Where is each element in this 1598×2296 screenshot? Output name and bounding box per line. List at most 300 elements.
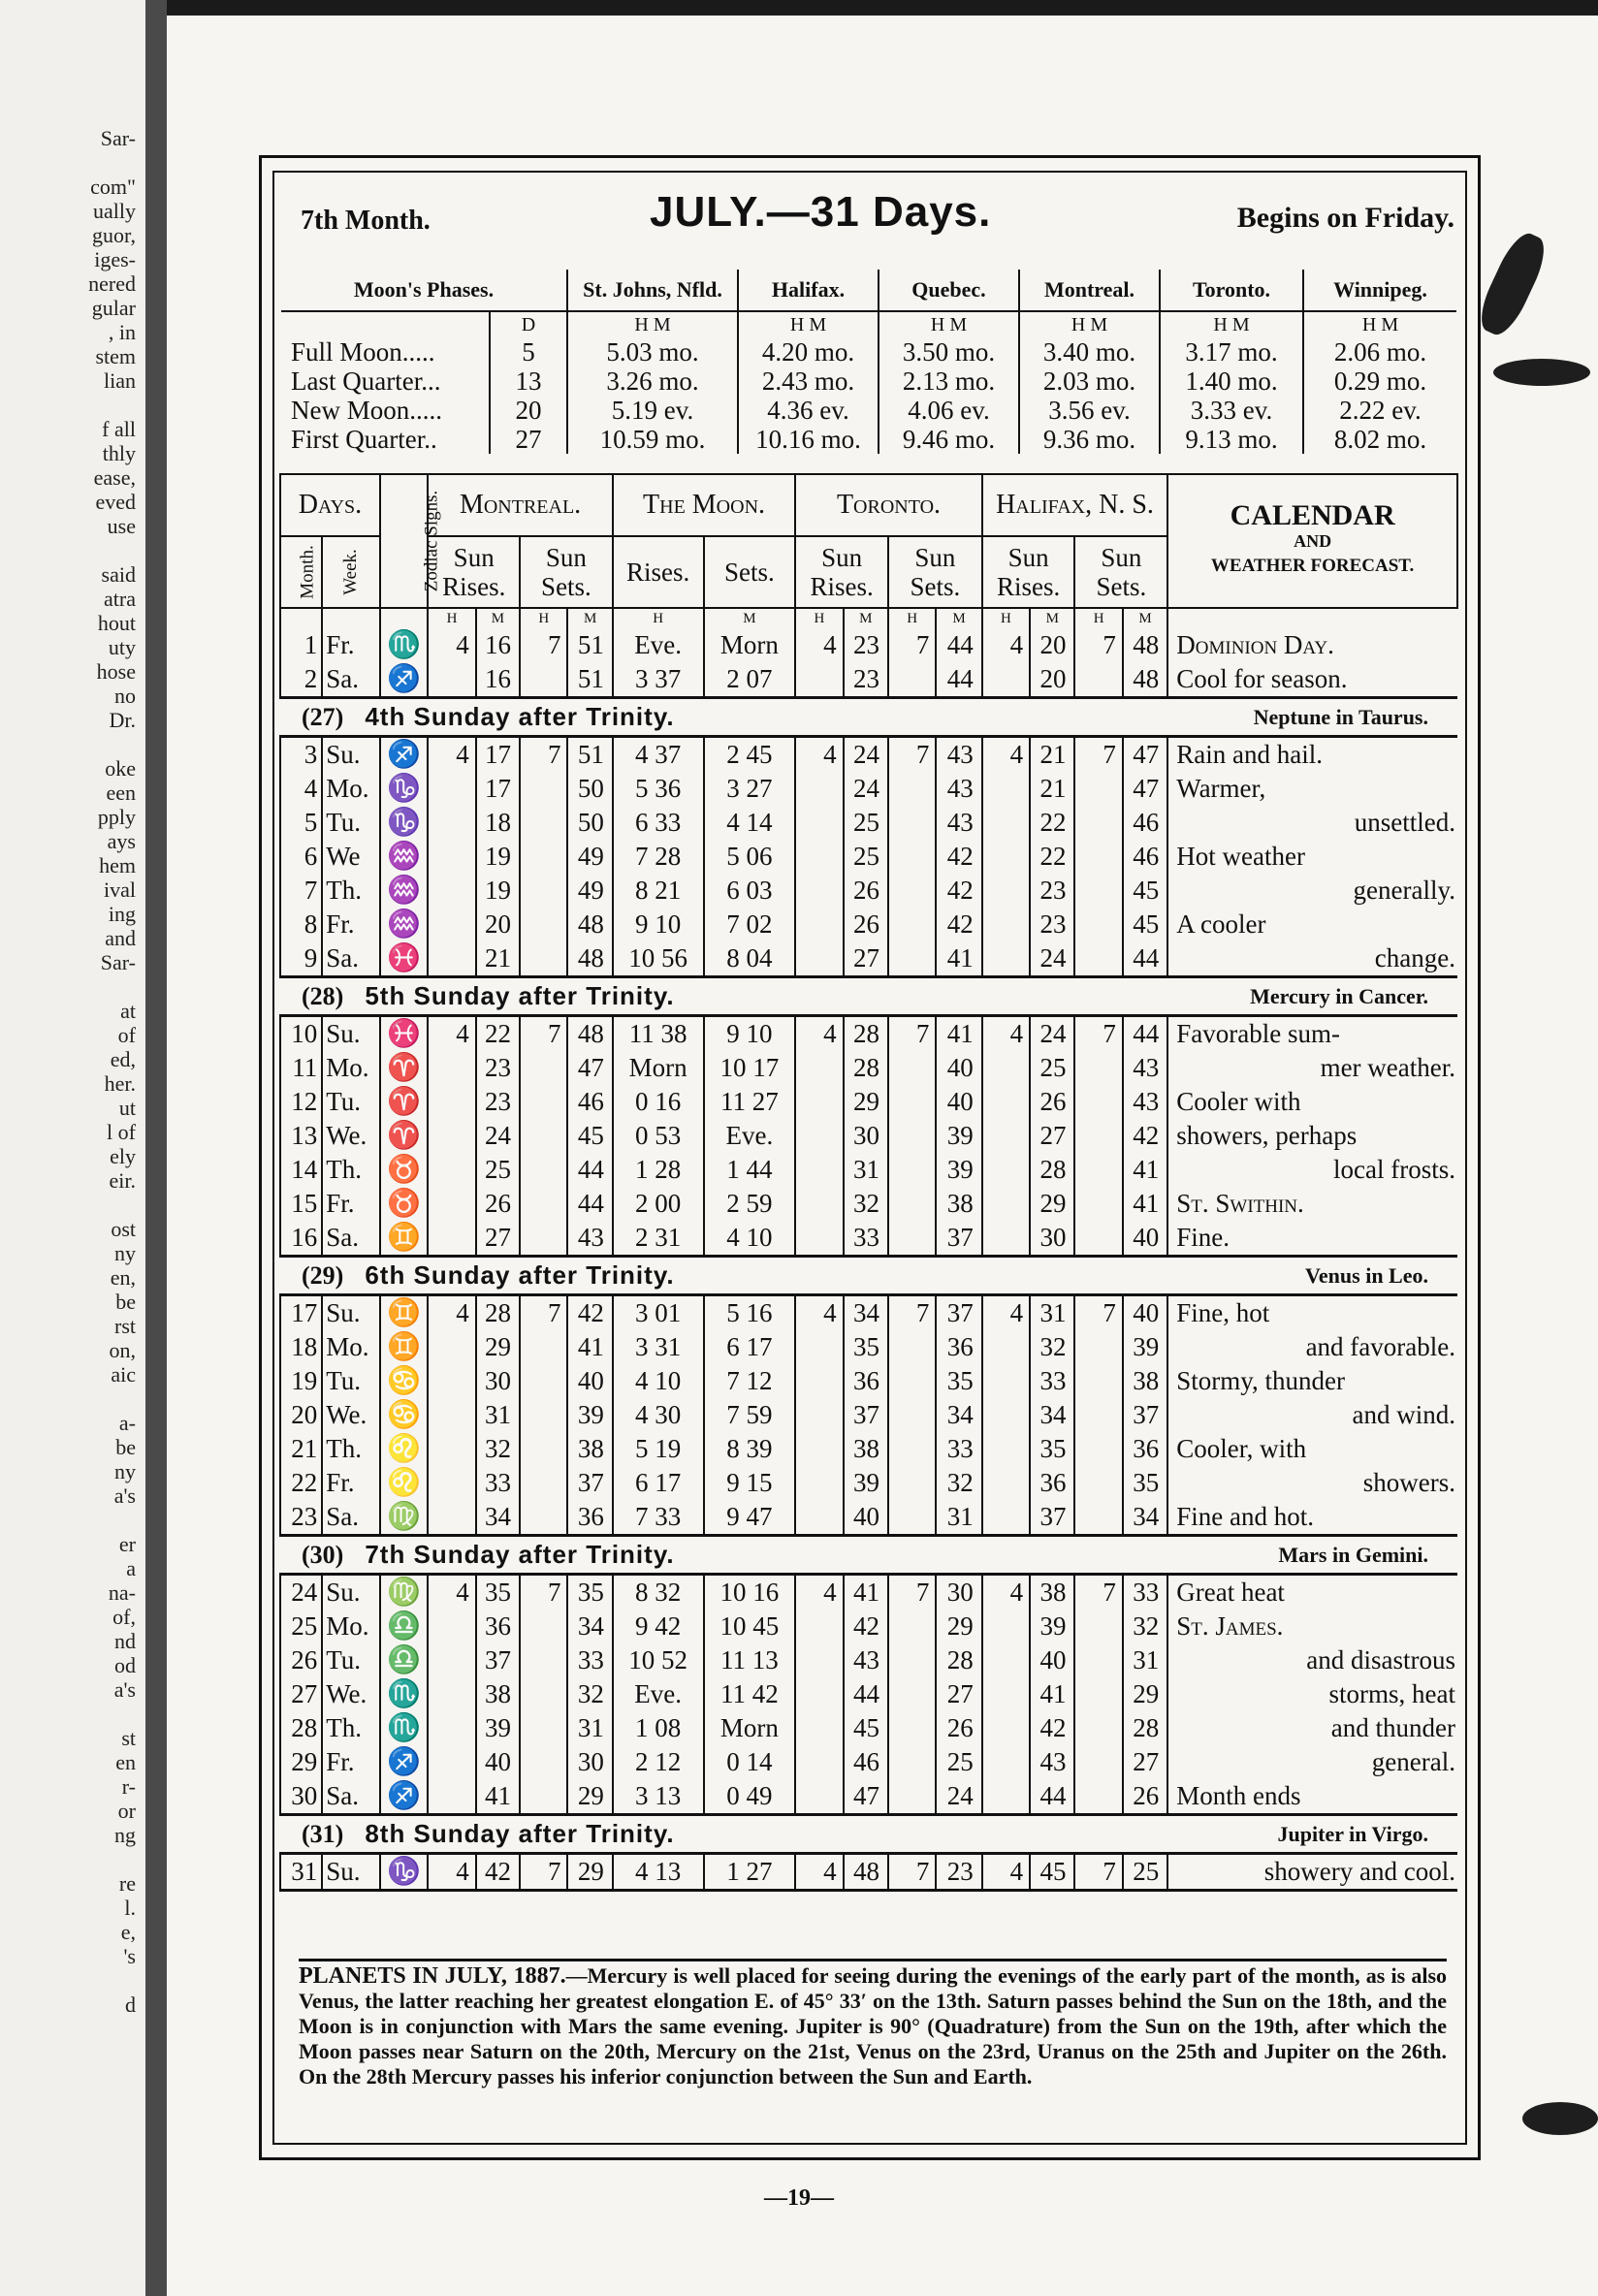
halifax-sunrise-hour bbox=[982, 1500, 1030, 1536]
halifax-sunrise-minute: 21 bbox=[1030, 737, 1074, 773]
moon-rises: 4 30 bbox=[613, 1398, 704, 1432]
phase-time: 4.06 ev. bbox=[879, 396, 1019, 425]
halifax-sunrise-minute: 20 bbox=[1030, 628, 1074, 662]
moon-rises: Morn bbox=[613, 1051, 704, 1085]
halifax-sunset-hour: 7 bbox=[1074, 1854, 1122, 1891]
zodiac-sign: ♑ bbox=[380, 1854, 428, 1891]
toronto-sunrise-minute: 33 bbox=[844, 1221, 888, 1257]
montreal-sunset-minute: 42 bbox=[567, 1295, 612, 1331]
montreal-sunrise-minute: 19 bbox=[476, 874, 520, 908]
halifax-sunset-minute: 44 bbox=[1123, 941, 1167, 977]
day-of-month: 8 bbox=[280, 908, 322, 941]
montreal-sunrise-hour bbox=[428, 1364, 475, 1398]
margin-fragment: guor, bbox=[92, 223, 136, 247]
margin-fragment: com" bbox=[90, 175, 136, 199]
planet-position: Mercury in Cancer. bbox=[982, 977, 1457, 1016]
zodiac-sign: ♏ bbox=[380, 628, 428, 662]
margin-fragment: f all bbox=[102, 417, 136, 441]
margin-fragment bbox=[19, 1847, 136, 1871]
unit-label: M bbox=[476, 608, 520, 628]
montreal-sunset-hour bbox=[520, 1610, 567, 1643]
halifax-sunset-hour bbox=[1074, 1610, 1122, 1643]
calendar-day-row bbox=[280, 1779, 1457, 1815]
weather-forecast: Cool for season. bbox=[1167, 662, 1457, 698]
margin-fragment: en bbox=[115, 1750, 136, 1774]
moon-header: The Moon. bbox=[613, 474, 795, 536]
unit-label: M bbox=[1030, 608, 1074, 628]
unit-spacer bbox=[1167, 608, 1457, 628]
toronto-sunrise-minute: 23 bbox=[844, 628, 888, 662]
halifax-sunrise-hour bbox=[982, 1153, 1030, 1187]
toronto-sunset-hour bbox=[888, 941, 936, 977]
phase-time: 9.13 mo. bbox=[1160, 425, 1303, 454]
phase-time: 4.20 mo. bbox=[738, 337, 879, 367]
toronto-sunset-minute: 36 bbox=[936, 1330, 981, 1364]
halifax-sunset-hour bbox=[1074, 662, 1122, 698]
montreal-sunrise-hour bbox=[428, 1500, 475, 1536]
day-of-month: 28 bbox=[280, 1711, 322, 1745]
phase-day: 13 bbox=[490, 367, 567, 396]
phase-name: First Quarter.. bbox=[291, 425, 437, 454]
phase-time: 3.33 ev. bbox=[1160, 396, 1303, 425]
weather-forecast: Cooler with bbox=[1167, 1085, 1457, 1119]
montreal-sunset-minute: 35 bbox=[567, 1575, 612, 1610]
halifax-sunrise-minute: 44 bbox=[1030, 1779, 1074, 1815]
montreal-sunset-minute: 30 bbox=[567, 1745, 612, 1779]
toronto-sunset-minute: 27 bbox=[936, 1677, 981, 1711]
halifax-sunset-hour: 7 bbox=[1074, 737, 1122, 773]
halifax-sunset-minute: 47 bbox=[1123, 772, 1167, 806]
margin-fragment: er bbox=[118, 1532, 136, 1556]
phase-day: 27 bbox=[490, 425, 567, 454]
moon-sets: 8 39 bbox=[704, 1432, 796, 1466]
calendar-table bbox=[279, 473, 1458, 1892]
margin-fragment bbox=[19, 1193, 136, 1217]
zodiac-sign: ♊ bbox=[380, 1295, 428, 1331]
weather-forecast: showers. bbox=[1167, 1466, 1457, 1500]
montreal-sunset-minute: 48 bbox=[567, 1016, 612, 1052]
calendar-day-row bbox=[280, 1854, 1457, 1891]
weather-forecast: Warmer, bbox=[1167, 772, 1457, 806]
montreal-sunset-hour bbox=[520, 908, 567, 941]
calendar-day-row bbox=[280, 1398, 1457, 1432]
day-of-week: We. bbox=[322, 1677, 380, 1711]
sunday-title bbox=[280, 1536, 982, 1575]
margin-fragment: a bbox=[126, 1556, 136, 1580]
day-of-month: 5 bbox=[280, 806, 322, 840]
halifax-sunrise-hour bbox=[982, 1119, 1030, 1153]
toronto-sunset-minute: 43 bbox=[936, 737, 981, 773]
montreal-sunrise-minute: 17 bbox=[476, 737, 520, 773]
calendar-day-row bbox=[280, 737, 1457, 773]
margin-fragment: said bbox=[101, 562, 136, 587]
month-title: JULY.—31 Days. bbox=[650, 188, 992, 236]
halifax-sunrise-hour bbox=[982, 1466, 1030, 1500]
margin-fragment: ival bbox=[104, 877, 136, 902]
montreal-sunrise-hour bbox=[428, 1330, 475, 1364]
city-header-toronto: Toronto. bbox=[1160, 270, 1303, 311]
halifax-header: Halifax, N. S. bbox=[982, 474, 1168, 536]
weather-forecast: A cooler bbox=[1167, 908, 1457, 941]
margin-fragment: atra bbox=[104, 587, 136, 611]
unit-label: M bbox=[567, 608, 612, 628]
phase-time: 2.03 mo. bbox=[1019, 367, 1160, 396]
halifax-sunrise-minute: 38 bbox=[1030, 1575, 1074, 1610]
day-of-week: Mo. bbox=[322, 1330, 380, 1364]
toronto-sunrise-minute: 23 bbox=[844, 662, 888, 698]
calendar-day-row bbox=[280, 1364, 1457, 1398]
toronto-sunrise-minute: 36 bbox=[844, 1364, 888, 1398]
toronto-sunrise-hour bbox=[795, 1677, 843, 1711]
toronto-sunset-minute: 35 bbox=[936, 1364, 981, 1398]
margin-fragment: Dr. bbox=[109, 708, 136, 732]
toronto-sunrise-minute: 42 bbox=[844, 1610, 888, 1643]
phase-time: 3.17 mo. bbox=[1160, 337, 1303, 367]
day-of-week: Tu. bbox=[322, 806, 380, 840]
moon-sets: 3 27 bbox=[704, 772, 796, 806]
halifax-sunset-hour bbox=[1074, 772, 1122, 806]
margin-fragment: rst bbox=[114, 1314, 136, 1338]
unit-spacer bbox=[280, 608, 322, 628]
day-of-week: We bbox=[322, 840, 380, 874]
margin-fragment: pply bbox=[97, 805, 136, 829]
montreal-sunset-hour bbox=[520, 1779, 567, 1815]
zodiac-sign: ♍ bbox=[380, 1500, 428, 1536]
halifax-sunrise-minute: 30 bbox=[1030, 1221, 1074, 1257]
montreal-sunset-hour bbox=[520, 1364, 567, 1398]
toronto-sunset-hour bbox=[888, 908, 936, 941]
toronto-sunset-minute: 39 bbox=[936, 1153, 981, 1187]
halifax-sunrise-hour: 4 bbox=[982, 1854, 1030, 1891]
weather-forecast: Great heat bbox=[1167, 1575, 1457, 1610]
unit-label bbox=[281, 311, 490, 337]
halifax-sunrise-hour bbox=[982, 941, 1030, 977]
margin-fragment: hose bbox=[96, 659, 136, 684]
toronto-sunrise-hour bbox=[795, 1153, 843, 1187]
montreal-sunrise-hour bbox=[428, 1643, 475, 1677]
montreal-sunset-hour: 7 bbox=[520, 1295, 567, 1331]
margin-fragment: nd bbox=[114, 1629, 136, 1653]
montreal-sunset-minute: 40 bbox=[567, 1364, 612, 1398]
ink-smear bbox=[1493, 359, 1590, 386]
unit-label: H M bbox=[738, 311, 879, 337]
montreal-sunset-minute: 47 bbox=[567, 1051, 612, 1085]
halifax-sunrise-hour bbox=[982, 874, 1030, 908]
montreal-sunrise-minute: 31 bbox=[476, 1398, 520, 1432]
day-of-week: Sa. bbox=[322, 1221, 380, 1257]
moon-sets: 10 17 bbox=[704, 1051, 796, 1085]
toronto-sunrise-hour bbox=[795, 1500, 843, 1536]
toronto-sunrise-minute: 32 bbox=[844, 1187, 888, 1221]
toronto-sunrise-minute: 48 bbox=[844, 1854, 888, 1891]
moon-rises: 11 38 bbox=[613, 1016, 704, 1052]
weather-forecast: storms, heat bbox=[1167, 1677, 1457, 1711]
calendar-day-row bbox=[280, 1677, 1457, 1711]
halifax-sunrise-hour bbox=[982, 1779, 1030, 1815]
montreal-sunrise-hour bbox=[428, 1119, 475, 1153]
weather-forecast: Fine, hot bbox=[1167, 1295, 1457, 1331]
toronto-sunset-hour bbox=[888, 1364, 936, 1398]
moon-phases-header: Moon's Phases. bbox=[281, 270, 567, 311]
calendar-day-row bbox=[280, 1153, 1457, 1187]
moon-sets: 0 49 bbox=[704, 1779, 796, 1815]
montreal-sunrise-minute: 36 bbox=[476, 1610, 520, 1643]
day-of-week: Fr. bbox=[322, 1187, 380, 1221]
montreal-sunset-minute: 44 bbox=[567, 1153, 612, 1187]
montreal-sunrise-minute: 23 bbox=[476, 1085, 520, 1119]
halifax-sunrise-hour bbox=[982, 1330, 1030, 1364]
halifax-sunrise-minute: 37 bbox=[1030, 1500, 1074, 1536]
halifax-sunrise-minute: 41 bbox=[1030, 1677, 1074, 1711]
toronto-sunrise-hour bbox=[795, 662, 843, 698]
days-header: Days. bbox=[280, 474, 380, 536]
moon-rises: 5 36 bbox=[613, 772, 704, 806]
planet-position: Neptune in Taurus. bbox=[982, 698, 1457, 737]
day-of-week: Sa. bbox=[322, 941, 380, 977]
halifax-sunrise-hour bbox=[982, 806, 1030, 840]
margin-fragment: iges- bbox=[94, 247, 136, 271]
toronto-sunrise-hour bbox=[795, 772, 843, 806]
toronto-sunrise-minute: 29 bbox=[844, 1085, 888, 1119]
calendar-day-row bbox=[280, 1575, 1457, 1610]
halifax-sunrise-hour bbox=[982, 1745, 1030, 1779]
phase-day: 20 bbox=[490, 396, 567, 425]
day-of-week: Fr. bbox=[322, 908, 380, 941]
margin-fragment: st bbox=[121, 1726, 136, 1750]
toronto-sunrise-hour bbox=[795, 806, 843, 840]
toronto-sunset-minute: 26 bbox=[936, 1711, 981, 1745]
halifax-sunset-hour: 7 bbox=[1074, 1295, 1122, 1331]
halifax-sunrise-hour bbox=[982, 1187, 1030, 1221]
phase-time: 3.40 mo. bbox=[1019, 337, 1160, 367]
halifax-sunrise-minute: 40 bbox=[1030, 1643, 1074, 1677]
unit-label: H M bbox=[1303, 311, 1456, 337]
moon-rises: 8 32 bbox=[613, 1575, 704, 1610]
calendar-day-row bbox=[280, 1466, 1457, 1500]
montreal-sunrise-minute: 26 bbox=[476, 1187, 520, 1221]
halifax-sunset-hour bbox=[1074, 1677, 1122, 1711]
margin-fragment: stem bbox=[95, 344, 136, 368]
toronto-sunrise-hour bbox=[795, 908, 843, 941]
montreal-sunset-hour bbox=[520, 1643, 567, 1677]
halifax-sunset-minute: 41 bbox=[1123, 1153, 1167, 1187]
montreal-sunrise-minute: 16 bbox=[476, 628, 520, 662]
toronto-sunrise-hour bbox=[795, 1221, 843, 1257]
phase-time: 0.29 mo. bbox=[1303, 367, 1456, 396]
toronto-sunrise-hour: 4 bbox=[795, 1295, 843, 1331]
moon-sets: 7 02 bbox=[704, 908, 796, 941]
page-number: —19— bbox=[764, 2185, 834, 2211]
phase-time: 8.02 mo. bbox=[1303, 425, 1456, 454]
toronto-sunrise-minute: 25 bbox=[844, 806, 888, 840]
margin-fragment bbox=[19, 732, 136, 756]
day-of-month: 29 bbox=[280, 1745, 322, 1779]
halifax-sunrise-minute: 45 bbox=[1030, 1854, 1074, 1891]
zodiac-sign: ♏ bbox=[380, 1711, 428, 1745]
moon-sets: 0 14 bbox=[704, 1745, 796, 1779]
toronto-sunset-hour bbox=[888, 1711, 936, 1745]
moon-rises: 6 17 bbox=[613, 1466, 704, 1500]
margin-fragment: ely bbox=[110, 1144, 136, 1168]
montreal-sunrise-hour bbox=[428, 806, 475, 840]
margin-fragment: ays bbox=[107, 829, 136, 853]
day-of-week: Su. bbox=[322, 1854, 380, 1891]
weather-forecast: Fine and hot. bbox=[1167, 1500, 1457, 1536]
montreal-sunset-minute: 46 bbox=[567, 1085, 612, 1119]
halifax-sunrise-minute: 26 bbox=[1030, 1085, 1074, 1119]
halifax-sunrise-minute: 43 bbox=[1030, 1745, 1074, 1779]
margin-fragment: ny bbox=[114, 1241, 136, 1265]
toronto-sunrise-minute: 38 bbox=[844, 1432, 888, 1466]
montreal-sunrise-minute: 22 bbox=[476, 1016, 520, 1052]
halifax-sunrise-hour bbox=[982, 908, 1030, 941]
montreal-sunrise-minute: 39 bbox=[476, 1711, 520, 1745]
phase-time: 4.36 ev. bbox=[738, 396, 879, 425]
day-of-week: Fr. bbox=[322, 1745, 380, 1779]
toronto-sunrise-minute: 41 bbox=[844, 1575, 888, 1610]
day-of-month: 17 bbox=[280, 1295, 322, 1331]
toronto-sunset-hour bbox=[888, 874, 936, 908]
toronto-sunrise-hour bbox=[795, 1432, 843, 1466]
margin-fragment: r- bbox=[121, 1774, 136, 1799]
month-number: 7th Month. bbox=[301, 206, 431, 236]
halifax-sunset-minute: 48 bbox=[1123, 628, 1167, 662]
moon-sets: 6 17 bbox=[704, 1330, 796, 1364]
planets-note bbox=[299, 1959, 1447, 2089]
day-of-week: Tu. bbox=[322, 1085, 380, 1119]
moon-rises: 1 28 bbox=[613, 1153, 704, 1187]
toronto-sunrise-hour: 4 bbox=[795, 628, 843, 662]
halifax-sunrise-hour: 4 bbox=[982, 1016, 1030, 1052]
toronto-sunset-hour bbox=[888, 1745, 936, 1779]
sunday-title bbox=[280, 1815, 982, 1854]
day-of-month: 2 bbox=[280, 662, 322, 698]
toronto-sunset-hour bbox=[888, 772, 936, 806]
phase-time: 10.59 mo. bbox=[567, 425, 738, 454]
montreal-sunset-hour: 7 bbox=[520, 1016, 567, 1052]
calendar-day-row bbox=[280, 1016, 1457, 1052]
calendar-day-row bbox=[280, 1085, 1457, 1119]
book-spine-shadow bbox=[145, 0, 167, 2296]
moon-rises: 3 37 bbox=[613, 662, 704, 698]
margin-fragment bbox=[19, 1702, 136, 1726]
margin-fragment: oke bbox=[105, 756, 136, 781]
city-header-quebec: Quebec. bbox=[879, 270, 1019, 311]
planet-position: Mars in Gemini. bbox=[982, 1536, 1457, 1575]
toronto-sunset-minute: 32 bbox=[936, 1466, 981, 1500]
montreal-sunrise-hour: 4 bbox=[428, 1854, 475, 1891]
montreal-sunrise-hour bbox=[428, 1051, 475, 1085]
montreal-sunset-hour: 7 bbox=[520, 628, 567, 662]
montreal-sunset-minute: 29 bbox=[567, 1854, 612, 1891]
toronto-sunrise-minute: 31 bbox=[844, 1153, 888, 1187]
day-of-month: 25 bbox=[280, 1610, 322, 1643]
weather-forecast: and wind. bbox=[1167, 1398, 1457, 1432]
toronto-sunrise-minute: 40 bbox=[844, 1500, 888, 1536]
toronto-sunset-minute: 41 bbox=[936, 941, 981, 977]
toronto-sunset-minute: 42 bbox=[936, 908, 981, 941]
unit-label: M bbox=[704, 608, 796, 628]
montreal-sunrise-hour bbox=[428, 1432, 475, 1466]
unit-label: H M bbox=[1019, 311, 1160, 337]
halifax-sunrise-hour bbox=[982, 662, 1030, 698]
margin-fragment: ease, bbox=[93, 465, 136, 490]
calendar-day-row bbox=[280, 1643, 1457, 1677]
margin-fragment: a's bbox=[113, 1677, 136, 1702]
city-header-montreal: Montreal. bbox=[1019, 270, 1160, 311]
zodiac-sign: ♑ bbox=[380, 772, 428, 806]
toronto-sunrise-hour: 4 bbox=[795, 737, 843, 773]
toronto-sunrise-minute: 43 bbox=[844, 1643, 888, 1677]
moon-phase-row bbox=[281, 396, 1456, 425]
margin-fragment: ost bbox=[111, 1217, 136, 1241]
moon-sets: 2 07 bbox=[704, 662, 796, 698]
toronto-sunset-hour bbox=[888, 1432, 936, 1466]
moon-rises: 7 33 bbox=[613, 1500, 704, 1536]
montreal-sunset-minute: 31 bbox=[567, 1711, 612, 1745]
toronto-sunset-hour bbox=[888, 1085, 936, 1119]
montreal-sunset-hour bbox=[520, 1711, 567, 1745]
moon-sets: 4 14 bbox=[704, 806, 796, 840]
toronto-sunset-hour bbox=[888, 1779, 936, 1815]
halifax-sunrise-hour bbox=[982, 1051, 1030, 1085]
toronto-sunset-minute: 42 bbox=[936, 874, 981, 908]
montreal-sunrise-minute: 21 bbox=[476, 941, 520, 977]
moon-sets: 10 16 bbox=[704, 1575, 796, 1610]
toronto-sunrise-minute: 46 bbox=[844, 1745, 888, 1779]
moon-sets: 7 12 bbox=[704, 1364, 796, 1398]
weather-forecast: St. Swithin. bbox=[1167, 1187, 1457, 1221]
halifax-sunrise-hour: 4 bbox=[982, 628, 1030, 662]
toronto-sunset-minute: 30 bbox=[936, 1575, 981, 1610]
calendar-day-row bbox=[280, 1745, 1457, 1779]
toronto-sun-rises-header: Sun Rises. bbox=[795, 536, 888, 608]
toronto-sunset-hour bbox=[888, 1187, 936, 1221]
toronto-sunset-minute: 25 bbox=[936, 1745, 981, 1779]
moon-sets: 6 03 bbox=[704, 874, 796, 908]
toronto-sunset-hour bbox=[888, 1610, 936, 1643]
unit-spacer bbox=[380, 608, 428, 628]
day-of-week: Th. bbox=[322, 1153, 380, 1187]
montreal-sunset-hour bbox=[520, 1330, 567, 1364]
moon-rises: Eve. bbox=[613, 628, 704, 662]
margin-fragment: her. bbox=[104, 1071, 136, 1096]
montreal-sunset-hour: 7 bbox=[520, 1575, 567, 1610]
day-of-month: 9 bbox=[280, 941, 322, 977]
montreal-sunset-minute: 45 bbox=[567, 1119, 612, 1153]
day-of-week: Sa. bbox=[322, 662, 380, 698]
montreal-sunset-minute: 49 bbox=[567, 840, 612, 874]
margin-fragment: a's bbox=[113, 1483, 136, 1508]
calendar-day-row bbox=[280, 1221, 1457, 1257]
montreal-sunrise-hour bbox=[428, 1398, 475, 1432]
toronto-sunset-minute: 41 bbox=[936, 1016, 981, 1052]
planet-position: Jupiter in Virgo. bbox=[982, 1815, 1457, 1854]
weather-forecast: Rain and hail. bbox=[1167, 737, 1457, 773]
unit-label: H bbox=[428, 608, 475, 628]
day-of-month: 18 bbox=[280, 1330, 322, 1364]
halifax-sunrise-hour bbox=[982, 1432, 1030, 1466]
day-of-week: Th. bbox=[322, 1711, 380, 1745]
montreal-sunrise-minute: 18 bbox=[476, 806, 520, 840]
montreal-sunset-hour bbox=[520, 662, 567, 698]
toronto-sunset-hour: 7 bbox=[888, 1575, 936, 1610]
margin-fragment: 's bbox=[123, 1944, 136, 1968]
sunday-name: 6th Sunday after Trinity. bbox=[365, 1260, 675, 1290]
montreal-sunrise-minute: 29 bbox=[476, 1330, 520, 1364]
moon-sets: 7 59 bbox=[704, 1398, 796, 1432]
day-of-month: 1 bbox=[280, 628, 322, 662]
